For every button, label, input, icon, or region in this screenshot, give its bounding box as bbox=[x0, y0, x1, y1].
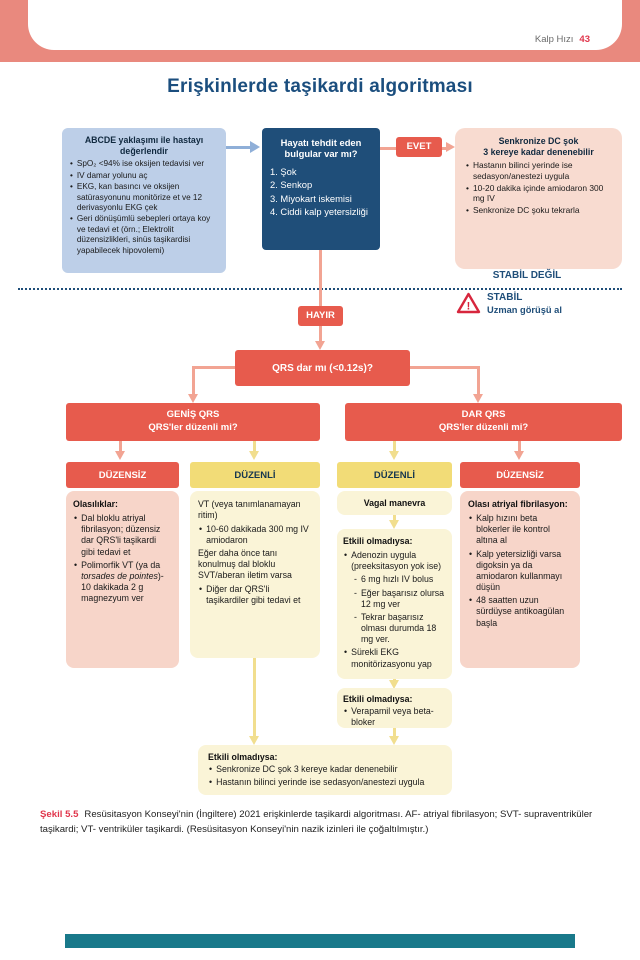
box-title: Etkili olmadıysa: bbox=[343, 694, 413, 704]
stable-label: STABİL bbox=[487, 292, 523, 303]
box-title: Hayatı tehdit eden bulgular var mı? bbox=[280, 137, 362, 160]
text-segment-italic: torsades de pointes bbox=[81, 570, 158, 581]
arrow-down-icon bbox=[389, 520, 399, 529]
connector-line bbox=[253, 658, 256, 737]
warning-icon bbox=[456, 292, 481, 314]
arrow-down-icon bbox=[389, 451, 399, 460]
page-title: Erişkinlerde taşikardi algoritması bbox=[167, 76, 473, 97]
text-segment: Polimorfik VT (ya da bbox=[81, 559, 161, 570]
bullet-item: • IV damar yolunu aç bbox=[69, 171, 219, 181]
bullet-item: • Verapamil veya beta-bloker bbox=[343, 706, 446, 728]
box-title: Olası atriyal fibrilasyon: bbox=[468, 499, 568, 509]
bullet-item: • Senkronize DC şok 3 kereye kadar denenebilir bbox=[208, 764, 442, 775]
bullet-item: • Dal bloklu atriyal fibrilasyon; düzensiz dar QRS'li taşikardi gibi tedavi et bbox=[73, 513, 172, 558]
narrow-qrs-box bbox=[345, 403, 622, 441]
connector-line bbox=[192, 366, 235, 369]
box-title: ABCDE yaklaşımı ile hastayı değerlendir bbox=[84, 135, 204, 156]
connector-line bbox=[410, 366, 480, 369]
box-title-line: QRS'ler düzenli mi? bbox=[148, 422, 238, 433]
connector-line bbox=[319, 250, 322, 306]
text-segment: )- 10 dakikada 2 g magnezyum ver bbox=[81, 570, 164, 604]
list-item: 2. Senkop bbox=[270, 179, 313, 191]
box-title-line: 3 kereye kadar denenebilir bbox=[483, 146, 594, 157]
bullet-item: • 10-60 dakikada 300 mg IV amiodaron bbox=[198, 524, 312, 546]
stable-sublabel: Uzman görüşü al bbox=[487, 305, 562, 315]
qrs-width-question-box bbox=[235, 350, 410, 386]
page-footer-bar bbox=[65, 934, 575, 948]
arrow-down-icon bbox=[115, 451, 125, 460]
list-item: 1. Şok bbox=[270, 165, 297, 177]
bullet-item: • Hastanın bilinci yerinde ise sedasyon/anestezi uygula bbox=[208, 777, 442, 788]
column-header-regular: DÜZENLİ bbox=[337, 462, 452, 488]
box-title-line: DAR QRS bbox=[461, 409, 506, 421]
page-number: 43 bbox=[579, 34, 590, 45]
paragraph: Eğer daha önce tanı konulmuş dal bloklu SVT/aberan iletim varsa bbox=[198, 547, 292, 581]
sub-bullet-item: - 6 mg hızlı IV bolus bbox=[353, 574, 446, 585]
connector-line bbox=[477, 366, 480, 395]
bullet-item bbox=[73, 560, 172, 605]
bullet-item: • EKG, kan basıncı ve oksijen satürasyonunu monitörize et ve 12 derivasyonlu EKG çek bbox=[69, 182, 219, 213]
wide-qrs-box bbox=[66, 403, 320, 441]
svg-text:!: ! bbox=[466, 300, 471, 313]
bullet-item: • Senkronize DC şoku tekrarla bbox=[465, 205, 612, 216]
section-label: Kalp Hızı bbox=[534, 34, 574, 45]
abcde-assessment-box bbox=[62, 128, 226, 273]
no-label: HAYIR bbox=[298, 306, 343, 326]
column-header-regular: DÜZENLİ bbox=[190, 462, 320, 488]
bullet-item: • SpO₂ <94% ise oksijen tedavisi ver bbox=[69, 159, 219, 169]
page-header-card bbox=[28, 0, 622, 50]
bullet-item: • 10-20 dakika içinde amiodaron 300 mg IV bbox=[465, 183, 612, 204]
sub-bullet-item: - Tekrar başarısız olması durumda 18 mg ver. bbox=[353, 612, 446, 646]
bullet-item: • Kalp hızını beta blokerler ile kontrol altına al bbox=[468, 513, 572, 547]
bullet-item: • 48 saatten uzun sürdüyse antikoagülan başla bbox=[468, 595, 572, 629]
arrow-right-icon bbox=[250, 141, 260, 153]
connector-line bbox=[380, 147, 396, 150]
box-title-line: QRS'ler düzenli mi? bbox=[438, 422, 529, 433]
arrow-down-icon bbox=[188, 394, 198, 403]
caption-text: Resüsitasyon Konseyi'nin (İngiltere) 2021 erişkinlerde taşikardi algoritması. AF- atriyal fibrilasyon; SVT- supraventriküler taşikardi; VT- ventriküler taşikardi. (Resüsitasyon Konseyi'nin nazik izinleri ile çoğaltılmıştır.) bbox=[40, 809, 593, 835]
life-threat-question-box bbox=[262, 128, 380, 250]
arrow-down-icon bbox=[389, 736, 399, 745]
vagal-maneuver-box bbox=[337, 491, 452, 515]
bullet-item: • Kalp yetersizliği varsa digoksin ya da amiodaron kullanmayı düşün bbox=[468, 549, 572, 594]
arrow-down-icon bbox=[249, 736, 259, 745]
bullet-item: • Adenozin uygula (preeksitasyon yok ise) bbox=[343, 550, 446, 572]
connector-line bbox=[192, 366, 195, 395]
narrow-irregular-box bbox=[460, 491, 580, 668]
box-title: Etkili olmadıysa: bbox=[208, 752, 278, 762]
paragraph: VT (veya tanımlanamayan ritim) bbox=[198, 499, 301, 521]
wide-irregular-box bbox=[66, 491, 179, 668]
box-title-line: Senkronize DC şok bbox=[498, 136, 579, 146]
connector-line bbox=[319, 326, 322, 342]
bullet-item: • Diğer dar QRS'li taşikardiler gibi tedavi et bbox=[198, 584, 312, 606]
figure-label: Şekil 5.5 bbox=[40, 809, 79, 820]
yes-label: EVET bbox=[396, 137, 442, 157]
wide-regular-box bbox=[190, 491, 320, 658]
sub-bullet-item: - Eğer başarısız olursa 12 mg ver bbox=[353, 588, 446, 610]
bullet-item: • Geri dönüşümlü sebepleri ortaya koy ve tedavi et (örn.; Elektrolit düzensizlikleri, sinüs taşikardisi yapabilecek hipovolemi) bbox=[69, 214, 219, 256]
box-title: Olasılıklar: bbox=[73, 499, 118, 509]
dc-shock-box bbox=[455, 128, 622, 269]
list-item: 3. Miyokart iskemisi bbox=[270, 192, 352, 204]
arrow-down-icon bbox=[514, 451, 524, 460]
arrow-down-icon bbox=[249, 451, 259, 460]
arrow-down-icon bbox=[315, 341, 325, 350]
verapamil-box bbox=[337, 688, 452, 728]
box-title-line: GENİŞ QRS bbox=[166, 409, 220, 421]
column-header-irregular: DÜZENSİZ bbox=[460, 462, 580, 488]
arrow-right-icon bbox=[446, 142, 455, 152]
bullet-item: • Sürekli EKG monitörizasyonu yap bbox=[343, 647, 446, 669]
list-item: 4. Ciddi kalp yetersizliği bbox=[270, 205, 368, 217]
column-header-irregular: DÜZENSİZ bbox=[66, 462, 179, 488]
figure-caption bbox=[40, 808, 602, 838]
final-shock-box bbox=[198, 745, 452, 795]
connector-line bbox=[226, 146, 252, 149]
unstable-label: STABİL DEĞİL bbox=[492, 270, 562, 281]
adenosine-box bbox=[337, 529, 452, 679]
arrow-down-icon bbox=[473, 394, 483, 403]
bullet-item: • Hastanın bilinci yerinde ise sedasyon/anestezi uygula bbox=[465, 160, 612, 181]
box-title: Vagal manevra bbox=[363, 498, 426, 508]
box-title: QRS dar mı (<0.12s)? bbox=[272, 362, 373, 374]
running-header bbox=[535, 34, 590, 45]
box-title: Etkili olmadıysa: bbox=[343, 536, 413, 546]
